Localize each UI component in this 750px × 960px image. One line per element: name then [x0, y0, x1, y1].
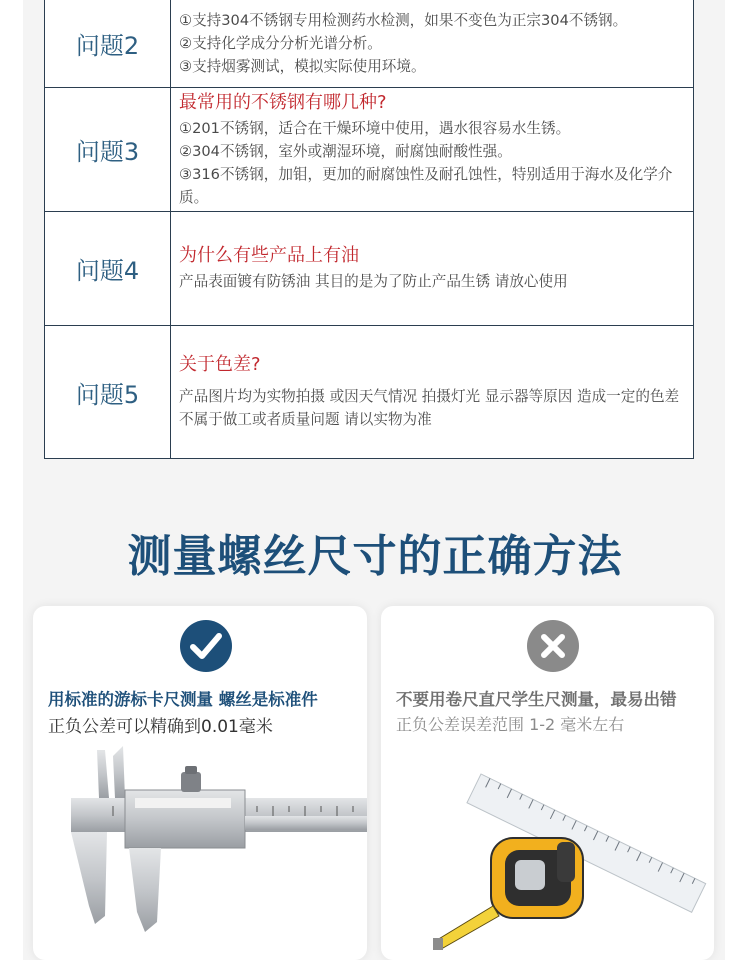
faq-answer: ①支持304不锈钢专用检测药水检测，如果不变色为正宗304不锈钢。 [179, 12, 628, 29]
faq-answer: 产品表面镀有防锈油 其目的是为了防止产品生锈 请放心使用 [179, 273, 568, 290]
faq-table [44, 0, 694, 459]
faq-row-2 [44, 0, 694, 88]
wrong-method-card [381, 606, 714, 960]
correct-method-card [33, 606, 367, 960]
faq-answer: 产品图片均为实物拍摄 或因天气情况 拍摄灯光 显示器等原因 造成一定的色差 不属于做工或者质量问题 请以实物为准 [179, 388, 680, 428]
faq-label: 问题4 [45, 212, 171, 325]
check-icon [180, 620, 232, 672]
card-subtitle: 正负公差误差范围 1-2 毫米左右 [396, 715, 625, 734]
vernier-caliper-image [33, 746, 367, 960]
faq-row-5 [44, 326, 694, 459]
section-title: 测量螺丝尺寸的正确方法 [127, 531, 623, 582]
ruler-and-tape-measure-image [381, 746, 714, 960]
faq-answer-block [171, 212, 693, 325]
faq-answer-block [171, 88, 693, 211]
faq-answer: ②304不锈钢，室外或潮湿环境，耐腐蚀耐酸性强。 [179, 142, 512, 160]
faq-label: 问题2 [45, 0, 171, 87]
faq-answer: ①201不锈钢，适合在干燥环境中使用，遇水很容易水生锈。 [179, 119, 571, 137]
faq-answer-block [171, 326, 693, 458]
faq-answer-block [171, 0, 693, 87]
faq-question: 为什么有些产品上有油 [179, 245, 359, 266]
faq-label: 问题3 [45, 88, 171, 211]
x-icon [527, 620, 579, 672]
faq-answer: ②支持化学成分分析光谱分析。 [179, 35, 382, 52]
card-title: 不要用卷尺直尺学生尺测量，最易出错 [396, 690, 677, 709]
faq-row-4 [44, 212, 694, 326]
card-subtitle: 正负公差可以精确到0.01毫米 [48, 717, 273, 737]
faq-row-3 [44, 88, 694, 212]
faq-question: 最常用的不锈钢有哪几种? [179, 91, 387, 113]
card-title: 用标准的游标卡尺测量 螺丝是标准件 [48, 690, 318, 709]
faq-question: 关于色差? [179, 354, 261, 375]
faq-label: 问题5 [45, 326, 171, 458]
faq-answer: ③支持烟雾测试，模拟实际使用环境。 [179, 58, 426, 75]
faq-answer: ③316不锈钢，加钼，更加的耐腐蚀性及耐孔蚀性，特别适用于海水及化学介质。 [179, 165, 673, 206]
